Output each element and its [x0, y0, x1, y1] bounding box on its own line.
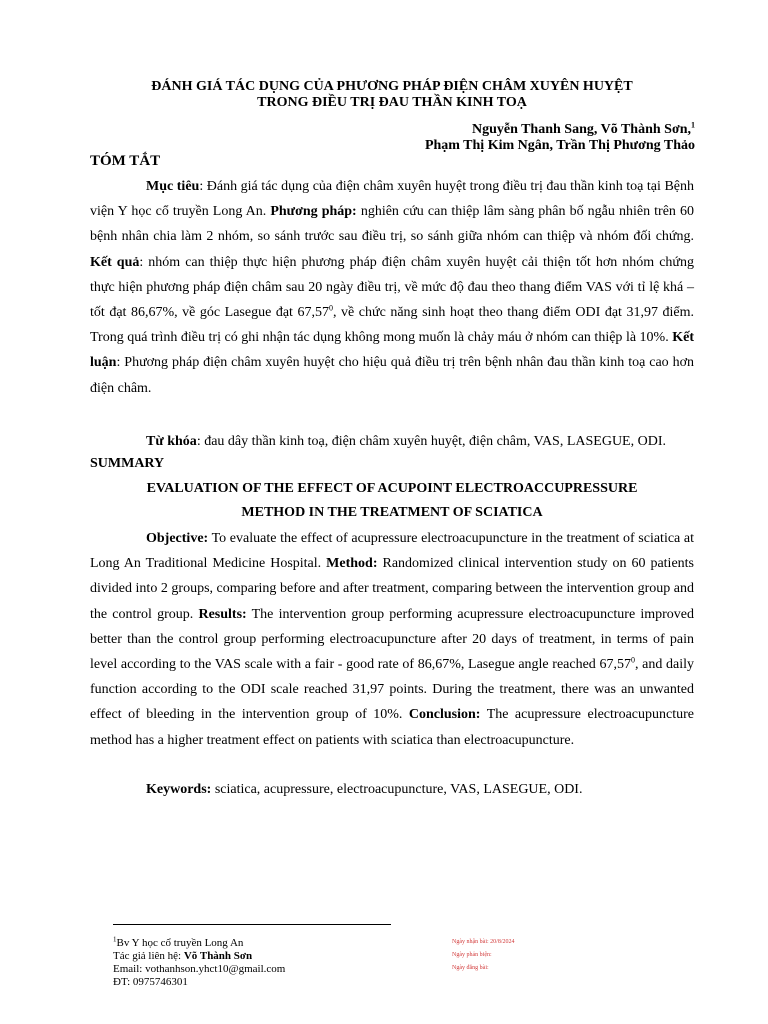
objective-text-en: To evaluate the effect of acupressure electroacupuncture in the treatment of sciatica at Long An Traditional Medicine Hospital. — [90, 531, 694, 572]
keywords-text-en: sciatica, acupressure, electroacupuncture, VAS, LASEGUE, ODI. — [211, 782, 583, 797]
author-footnote-mark: 1 — [691, 120, 695, 130]
conclusion-text-en: The acupressure electroacupuncture method has a higher treatment effect on patients with sciatica than electroacupuncture. — [90, 707, 694, 748]
submission-dates — [452, 936, 515, 975]
objective-text-vn: : Đánh giá tác dụng của điện châm xuyên huyệt trong điều trị đau thần kinh toạ tại Bệnh viện Y học cổ truyền Long An. — [90, 179, 694, 220]
footnote-mark: 1 — [113, 935, 117, 944]
footnote-affiliation-text: Bv Y học cổ truyền Long An — [116, 937, 244, 949]
results-text-en-b: , and daily function according to the ODI scale reached 31,97 points. During the treatment, there was an unwanted effect of bleeding in the intervention group of 10%. — [90, 657, 694, 723]
method-text-en: Randomized clinical intervention study on 60 patients divided into 2 groups, comparing before and after treatment, comparing between the intervention group and the control group. — [90, 556, 694, 622]
abstract-body-vn — [90, 174, 694, 401]
results-label-vn: Kết quả — [90, 254, 140, 270]
degree-mark-vn: 0 — [328, 303, 333, 313]
footnote-contact — [113, 950, 285, 963]
method-label-vn: Phương pháp: — [270, 204, 357, 220]
keywords-label-en: Keywords: — [146, 782, 212, 797]
abstract-heading-vn: TÓM TẮT — [90, 153, 161, 169]
conclusion-label-vn: Kết luận — [90, 330, 694, 371]
paper-title-line-2: TRONG ĐIỀU TRỊ ĐAU THẦN KINH TOẠ — [257, 95, 527, 110]
keywords-vn — [90, 429, 694, 454]
footnote-affiliation — [113, 937, 285, 950]
conclusion-label-en: Conclusion: — [408, 707, 481, 723]
footnote-email: Email: vothanhson.yhct10@gmail.com — [113, 963, 286, 975]
keywords-label-vn: Từ khóa — [146, 434, 197, 449]
method-text-vn: nghiên cứu can thiệp lâm sàng phân bố ngẫu nhiên trên 60 bệnh nhân chia làm 2 nhóm, so sánh trước sau điều trị, so sánh giữa nhóm can thiệp và nhóm đối chứng. — [90, 204, 694, 245]
abstract-body-en — [90, 526, 694, 753]
date-accepted: Ngày đăng bài: — [452, 965, 489, 971]
results-label-en: Results: — [198, 606, 247, 622]
paper-title-line-1: ĐÁNH GIÁ TÁC DỤNG CỦA PHƯƠNG PHÁP ĐIỆN CHÂM XUYÊN HUYỆT — [151, 79, 633, 94]
paper-title-en-line-2: METHOD IN THE TREATMENT OF SCIATICA — [241, 504, 543, 520]
authors-names-1: Nguyễn Thanh Sang, Võ Thành Sơn, — [471, 122, 691, 137]
footnote-phone: ĐT: 0975746301 — [113, 976, 188, 988]
objective-label-en: Objective: — [146, 531, 209, 546]
results-text-vn-b: , về chức năng sinh hoạt theo thang điểm ODI đạt 31,97 điểm. Trong quá trình điều trị có ghi nhận tác dụng không mong muốn là chảy máu ở nhóm can thiệp là 10%. — [90, 305, 694, 346]
keywords-text-vn: : đau dây thần kinh toạ, điện châm xuyên huyệt, điện châm, VAS, LASEGUE, ODI. — [196, 434, 666, 449]
footnote-divider — [113, 924, 391, 925]
conclusion-text-vn: : Phương pháp điện châm xuyên huyệt cho hiệu quả điều trị trên bệnh nhân đau thần kinh toạ cao hơn điện châm. — [90, 355, 694, 396]
footnote — [113, 937, 285, 989]
method-label-en: Method: — [326, 556, 378, 572]
paper-title-en — [90, 477, 694, 524]
degree-mark-en: 0 — [630, 655, 635, 665]
date-reviewed: Ngày phản biện: — [452, 952, 492, 958]
date-received: Ngày nhận bài: 20/8/2024 — [452, 939, 515, 945]
objective-label-vn: Mục tiêu — [146, 179, 200, 194]
paper-title-en-line-1: EVALUATION OF THE EFFECT OF ACUPOINT ELECTROACCUPRESSURE — [146, 481, 638, 496]
abstract-heading-en: SUMMARY — [90, 456, 165, 471]
footnote-contact-name: Võ Thành Sơn — [183, 950, 253, 962]
results-text-en-a: The intervention group performing acupressure electroacupuncture improved better than the control group performing electroacupuncture after 20 days of treatment, in terms of pain level according to the VAS scale with a fair - good rate of 86,67%, Lasegue angle reached 67,57 — [90, 606, 694, 673]
results-text-vn-a: : nhóm can thiệp thực hiện phương pháp điện châm xuyên huyệt cải thiện tốt hơn nhóm chứng thực hiện phương pháp điện châm sau 20 ngày điều trị, về mức độ đau theo thang điểm VAS với tỉ lệ khá – tốt đạt 86,67%, về góc Lasegue đạt 67,57 — [90, 254, 694, 321]
keywords-en — [90, 777, 694, 802]
footnote-contact-label: Tác giả liên hệ: — [113, 950, 184, 962]
authors-line-2: Phạm Thị Kim Ngân, Trần Thị Phương Thảo — [424, 138, 695, 153]
